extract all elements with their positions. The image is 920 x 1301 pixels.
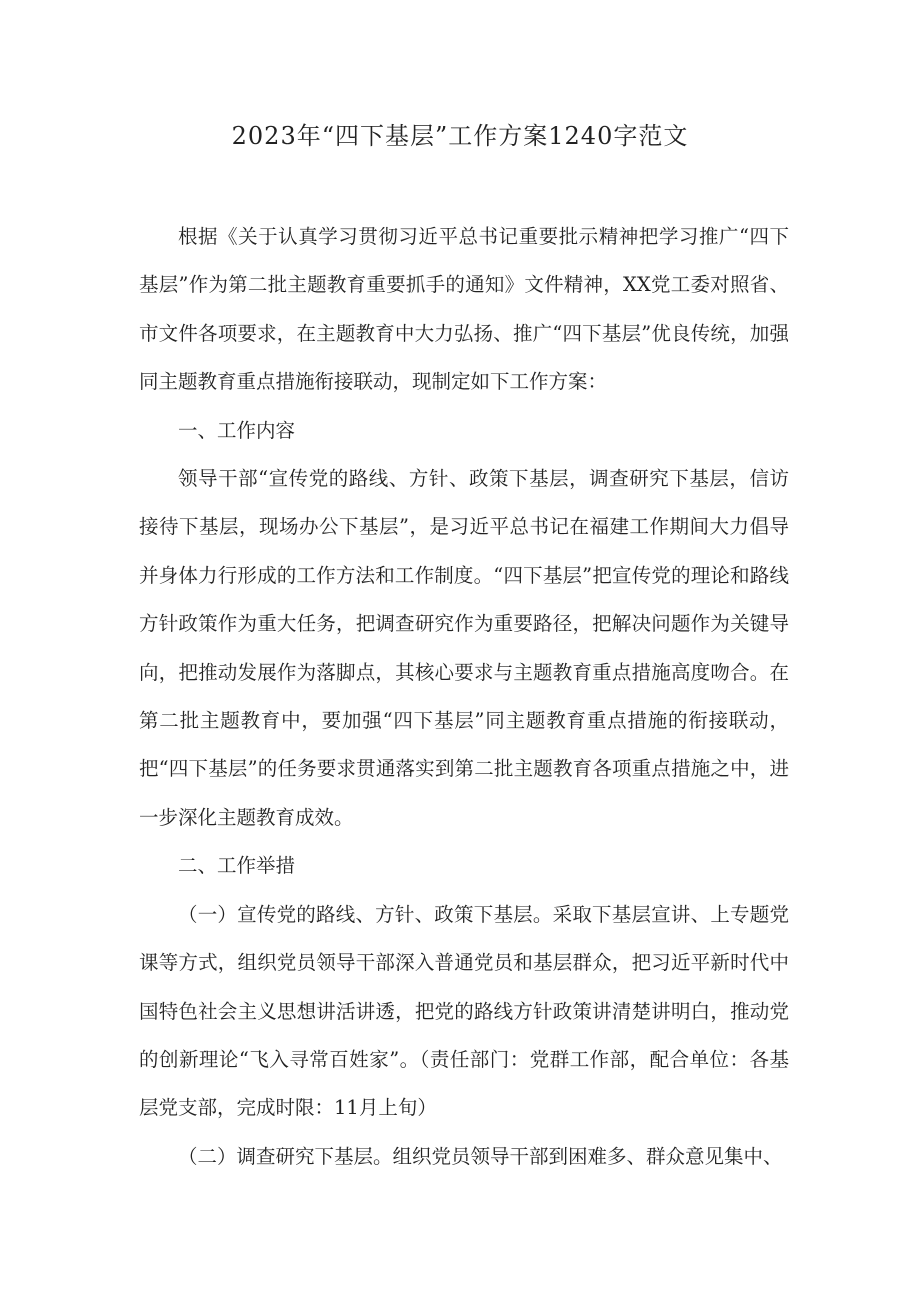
section-heading-work-content: 一、工作内容	[178, 418, 296, 442]
document-title: 2023年“四下基层”工作方案1240字范文	[231, 122, 689, 150]
measure-paragraph-2: （二）调查研究下基层。组织党员领导干部到困难多、群众意见集中、	[178, 1144, 783, 1168]
section-heading-work-measures: 二、工作举措	[178, 854, 296, 878]
measure-paragraph-1: （一）宣传党的路线、方针、政策下基层。采取下基层宣讲、上专题党课等方式，组织党员领导干部深入普通党员和基层群众，把习近平新时代中国特色社会主义思想讲活讲透，把党的路线方针政策讲清楚讲明白，推动党的创新理论“飞入寻常百姓家”。（责任部门：党群工作部，配合单位：各基层党支部，完成时限：11月上旬）	[139, 902, 789, 1120]
document-body	[139, 213, 789, 1181]
intro-paragraph: 根据《关于认真学习贯彻习近平总书记重要批示精神把学习推广“四下基层”作为第二批主题教育重要抓手的通知》文件精神，XX党工委对照省、市文件各项要求，在主题教育中大力弘扬、推广“四下基层”优良传统，加强同主题教育重点措施衔接联动，现制定如下工作方案：	[139, 225, 789, 394]
work-content-paragraph: 领导干部“宣传党的路线、方针、政策下基层，调查研究下基层，信访接待下基层，现场办公下基层”，是习近平总书记在福建工作期间大力倡导并身体力行形成的工作方法和工作制度。“四下基层”把宣传党的理论和路线方针政策作为重大任务，把调查研究作为重要路径，把解决问题作为关键导向，把推动发展作为落脚点，其核心要求与主题教育重点措施高度吻合。在第二批主题教育中，要加强“四下基层”同主题教育重点措施的衔接联动，把“四下基层”的任务要求贯通落实到第二批主题教育各项重点措施之中，进一步深化主题教育成效。	[139, 467, 789, 829]
